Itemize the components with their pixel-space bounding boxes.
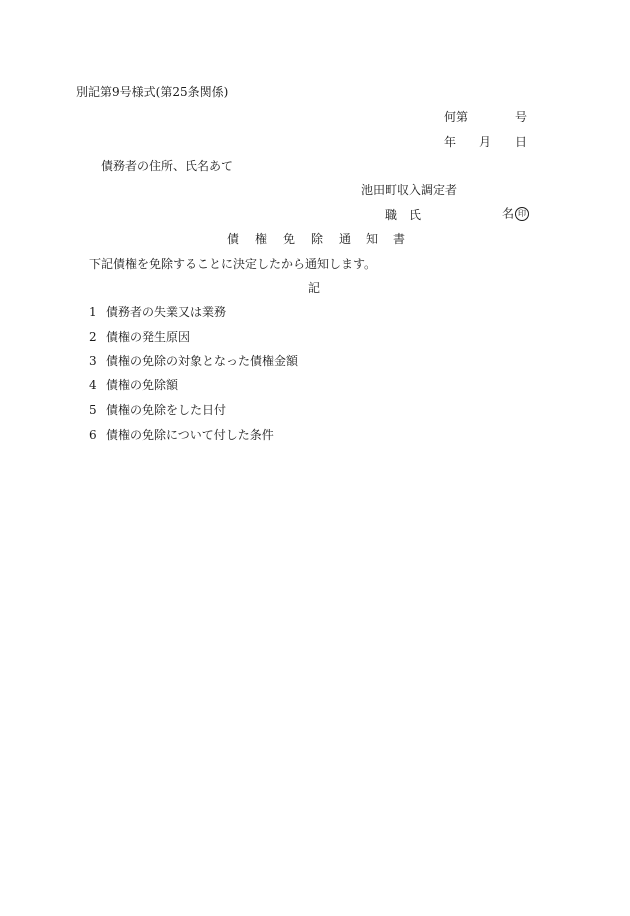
list-item-num: 1 bbox=[89, 305, 97, 319]
list-item-num: 2 bbox=[89, 330, 97, 344]
list-item-num: 5 bbox=[89, 403, 97, 417]
list-item-num: 4 bbox=[89, 378, 97, 392]
date-year: 年 bbox=[444, 135, 457, 149]
list-item-text: 債務者の失業又は業務 bbox=[106, 305, 227, 319]
list-item-text: 債権の免除額 bbox=[106, 378, 179, 392]
doc-number-prefix: 何第 bbox=[444, 110, 469, 124]
body-text: 下記債権を免除することに決定したから通知します。 bbox=[89, 257, 377, 271]
issuer-name-label: 名 bbox=[502, 206, 515, 221]
seal-mark: 印 bbox=[515, 207, 529, 221]
issuer-title-1: 職 bbox=[385, 208, 398, 222]
form-reference: 別記第9号様式(第25条関係) bbox=[76, 85, 229, 99]
doc-number-suffix: 号 bbox=[515, 110, 528, 124]
doc-title-char-5: 知 bbox=[366, 232, 379, 246]
doc-title-char-0: 債 bbox=[227, 232, 240, 246]
doc-title-char-6: 書 bbox=[393, 232, 406, 246]
date-day: 日 bbox=[515, 135, 528, 149]
list-item-text: 債権の発生原因 bbox=[106, 330, 191, 344]
doc-title-char-2: 免 bbox=[283, 232, 296, 246]
ki-label: 記 bbox=[308, 281, 321, 295]
date-month: 月 bbox=[479, 135, 492, 149]
doc-title-char-3: 除 bbox=[311, 232, 324, 246]
list-item-num: 6 bbox=[89, 428, 97, 442]
addressee: 債務者の住所、氏名あて bbox=[101, 159, 234, 173]
doc-title-char-1: 権 bbox=[255, 232, 268, 246]
list-item-text: 債権の免除をした日付 bbox=[106, 403, 227, 417]
doc-title-char-4: 通 bbox=[339, 232, 352, 246]
issuer-name-block bbox=[502, 207, 529, 221]
issuer-office: 池田町収入調定者 bbox=[361, 183, 458, 197]
issuer-title-2: 氏 bbox=[409, 208, 422, 222]
list-item-text: 債権の免除の対象となった債権金額 bbox=[106, 354, 299, 368]
list-item-num: 3 bbox=[89, 354, 97, 368]
list-item-text: 債権の免除について付した条件 bbox=[106, 428, 274, 442]
